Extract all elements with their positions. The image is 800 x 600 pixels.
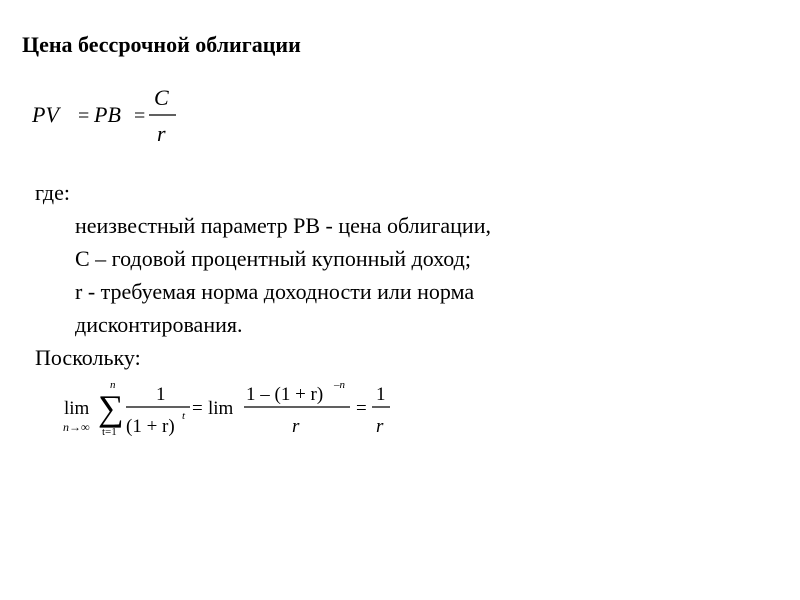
definition-pb: неизвестный параметр PB - цена облигации,	[75, 213, 491, 238]
definitions-block	[35, 176, 491, 374]
sum-upper-limit: n	[110, 379, 116, 391]
frac3-numerator: 1	[376, 384, 386, 405]
since-label: Поскольку:	[35, 345, 141, 370]
lim-1-subscript: n→∞	[63, 420, 90, 434]
sum-lower-limit: t=1	[102, 426, 117, 438]
perpetual-bond-price-formula	[30, 80, 230, 150]
formula-numerator-c: C	[154, 85, 169, 110]
formula-denominator-r: r	[157, 121, 166, 146]
definition-r-continued: дисконтирования.	[75, 312, 243, 337]
limit-sum-formula	[60, 374, 420, 444]
lim-2: lim	[208, 398, 234, 419]
frac2-denominator: r	[292, 416, 300, 437]
formula-pv: PV	[32, 102, 59, 127]
formula-pb: PB	[94, 102, 121, 127]
frac1-numerator: 1	[156, 384, 166, 405]
frac1-exponent: t	[182, 410, 186, 422]
definition-c: C – годовой процентный купонный доход;	[75, 246, 471, 271]
formula-equals-2: =	[134, 105, 146, 127]
lim-1: lim	[64, 398, 90, 419]
frac1-denominator: (1 + r)	[126, 416, 175, 437]
definition-r: r - требуемая норма доходности или норма	[75, 279, 475, 304]
equals-2: =	[356, 398, 367, 419]
formula-equals-1: =	[78, 105, 90, 127]
slide-title: Цена бессрочной облигации	[22, 32, 301, 57]
frac2-numerator: 1 – (1 + r)	[246, 384, 324, 405]
where-label: где:	[35, 180, 70, 205]
equals-1: =	[192, 398, 203, 419]
frac2-exponent: –n	[334, 379, 345, 391]
sum-sign: ∑	[98, 388, 124, 428]
frac3-denominator: r	[376, 416, 384, 437]
